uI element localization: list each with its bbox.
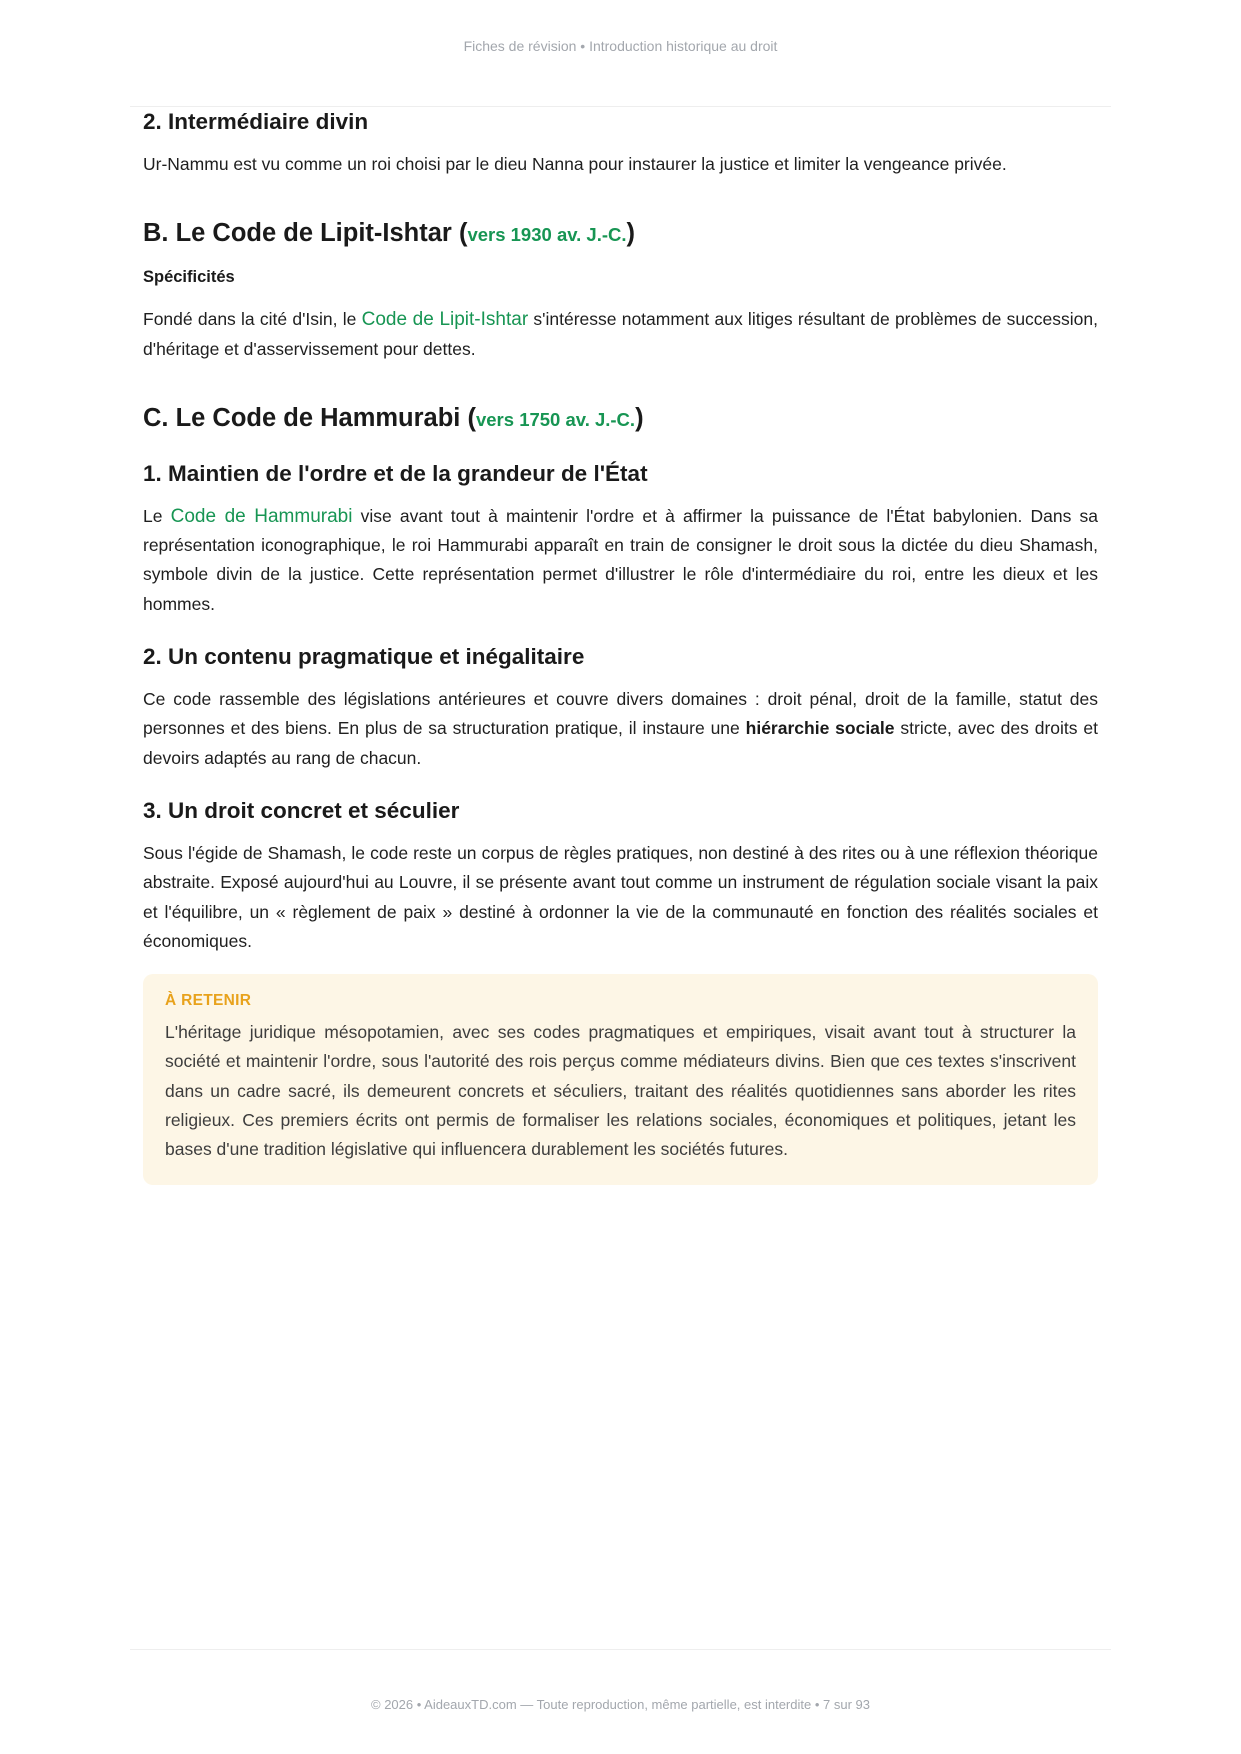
- term-code-hammurabi: Code de Hammurabi: [170, 505, 353, 527]
- page-content: [143, 106, 1098, 1185]
- paragraph-intermediaire: Ur-Nammu est vu comme un roi choisi par le dieu Nanna pour instaurer la justice et limiter la vengeance privée.: [143, 154, 1007, 174]
- date-lipit: vers 1930 av. J.-C.: [467, 224, 627, 246]
- paragraph-maintien: [143, 502, 1098, 619]
- callout-title: À RETENIR: [165, 992, 252, 1010]
- footer-divider: [130, 1649, 1111, 1650]
- section-title-lipit: B. Le Code de Lipit-Ishtar (vers 1930 av. J.-C.): [143, 219, 636, 248]
- subsection-title-intermediaire: 2. Intermédiaire divin: [143, 109, 369, 134]
- bold-hierarchie-sociale: hiérarchie sociale: [745, 718, 895, 739]
- paragraph-lipit: [143, 305, 1098, 364]
- paragraph-lipit-start: Fondé dans la cité d'Isin, le: [143, 309, 362, 330]
- section-title-hammurabi-text: C. Le Code de Hammurabi: [143, 403, 461, 432]
- paragraph-pragmatique: [143, 685, 1098, 773]
- paragraph-maintien-start: Le: [143, 505, 171, 526]
- section-title-lipit-text: B. Le Code de Lipit-Ishtar: [143, 219, 452, 248]
- paragraph-pragmatique-start: Ce code rassemble des législations antérieures et couvre divers domaines : droit pénal, droit de la famille, statut des personnes et des biens. En plus de sa structuration pratique, il instaure une: [143, 689, 1098, 739]
- page-header: Fiches de révision • Introduction historique au droit: [463, 38, 778, 54]
- paragraph-pragmatique-end: stricte, avec des droits et devoirs adaptés au rang de chacun.: [143, 718, 1098, 768]
- paragraph-lipit-end: s'intéresse notamment aux litiges résultant de problèmes de succession, d'héritage et d'asservissement pour dettes.: [143, 309, 1099, 359]
- retenir-callout: [143, 974, 1098, 1184]
- term-code-lipit: Code de Lipit-Ishtar: [361, 309, 529, 331]
- subsection-title-seculier: 3. Un droit concret et séculier: [143, 797, 460, 823]
- paragraph-seculier: Sous l'égide de Shamash, le code reste un corpus de règles pratiques, non destiné à des rites ou à une réflexion théorique abstraite. Exposé aujourd'hui au Louvre, il se présente avant tout comme un instrument de régulation sociale visant la paix et l'équilibre, un « règlement de paix » destiné à ordonner la vie de la communauté en fonction des réalités sociales et économiques.: [143, 842, 1098, 951]
- subsection-title-pragmatique: 2. Un contenu pragmatique et inégalitaire: [143, 644, 585, 670]
- page-footer: © 2026 • AideauxTD.com — Toute reproduction, même partielle, est interdite • 7 sur 93: [371, 1697, 870, 1712]
- subsection-title-maintien: 1. Maintien de l'ordre et de la grandeur de l'État: [143, 460, 648, 486]
- label-specificites: Spécificités: [143, 268, 235, 287]
- section-title-hammurabi: C. Le Code de Hammurabi (vers 1750 av. J.-C.): [143, 403, 644, 432]
- paragraph-maintien-end: vise avant tout à maintenir l'ordre et à affirmer la puissance de l'État babylonien. Dans sa représentation iconographique, le roi Hammurabi apparaît en train de consigner le droit sous la dictée du dieu Shamash, symbole divin de la justice. Cette représentation permet d'illustrer le rôle d'intermédiaire du roi, entre les dieux et les hommes.: [143, 505, 1098, 614]
- callout-text: L'héritage juridique mésopotamien, avec ses codes pragmatiques et empiriques, visait avant tout à structurer la société et maintenir l'ordre, sous l'autorité des rois perçus comme médiateurs divins. Bien que ces textes s'inscrivent dans un cadre sacré, ils demeurent concrets et séculiers, traitant des réalités quotidiennes sans aborder les rites religieux. Ces premiers écrits ont permis de formaliser les relations sociales, économiques et politiques, jetant les bases d'une tradition législative qui influencera durablement les sociétés futures.: [165, 1022, 1076, 1160]
- date-hammurabi: vers 1750 av. J.-C.: [475, 408, 636, 430]
